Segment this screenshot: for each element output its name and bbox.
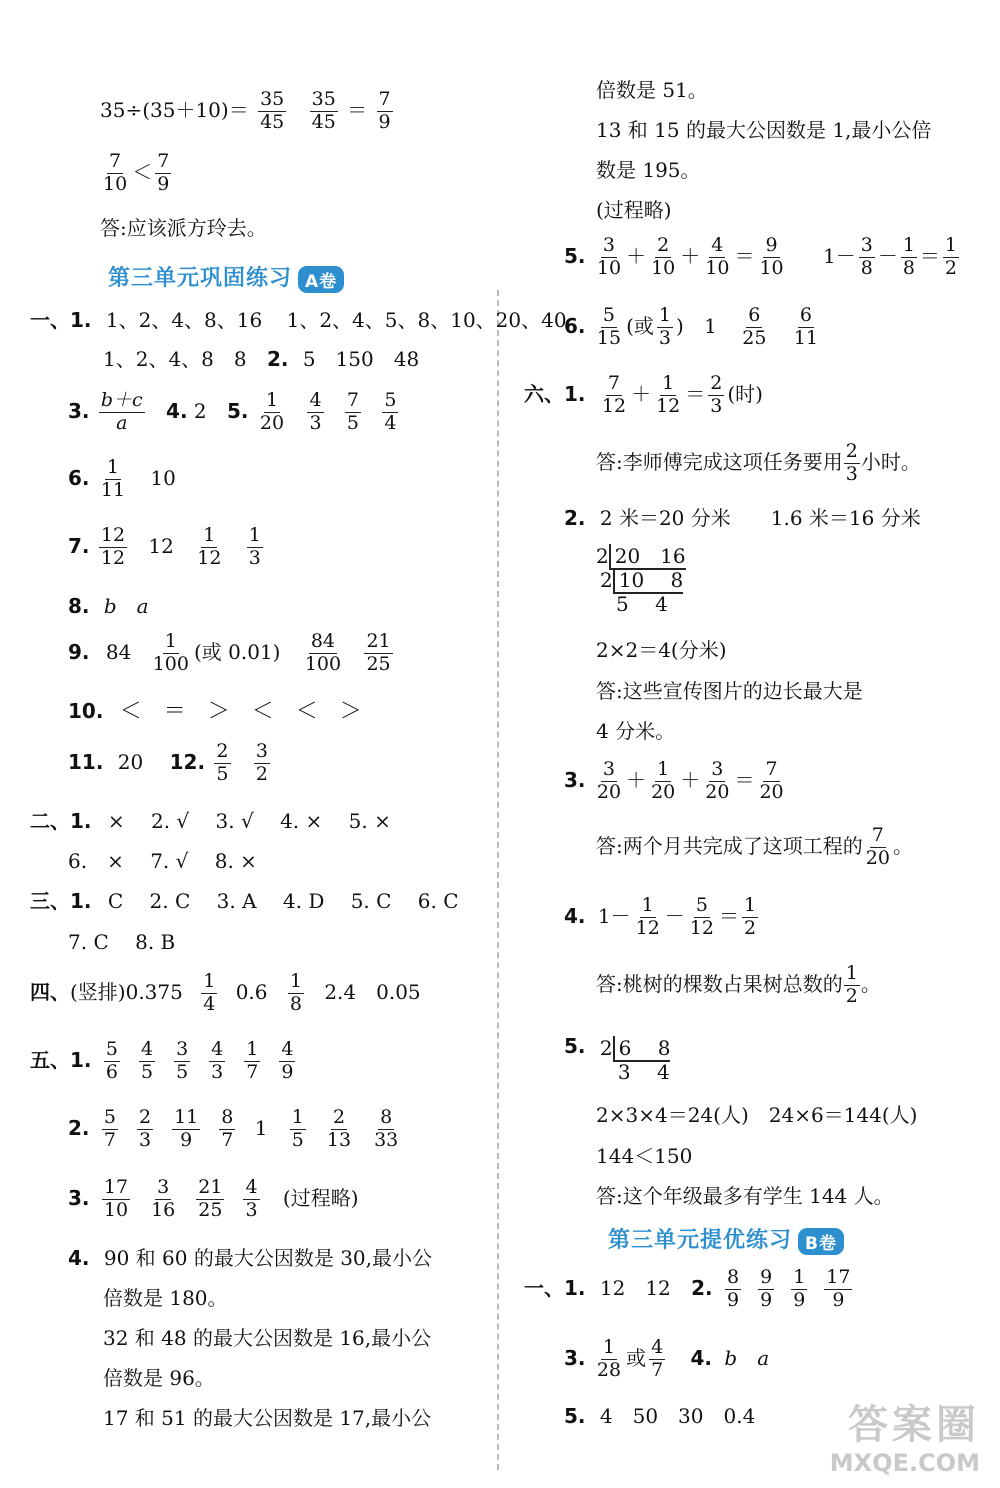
r16-row: 答:桃树的棵数占果树总数的 $\frac{1}{2}$ 。 (596, 962, 881, 1007)
q8-row: 8. b a (68, 594, 149, 618)
r9-row: 2. 2 米＝20 分米 1.6 米＝16 分米 (564, 506, 921, 530)
short-division-ladder: 2 20 16 2 10 8 5 4 (596, 544, 686, 616)
s5-row3: 3. $\frac{17}{10}$ $\frac{3}{16}$ $\frac{21}{25}$ $\frac{4}{3}$ (过程略) (68, 1176, 359, 1221)
fraction: $\frac{11}{9}$ (174, 1106, 199, 1151)
fraction: $\frac{3}{20}$ (596, 758, 622, 803)
fraction: $\frac{4}{9}$ (281, 1038, 294, 1083)
s5-4-line2: 倍数是 180。 (103, 1286, 228, 1310)
fraction: $\frac{21}{25}$ (198, 1176, 223, 1221)
r13-row: 3. $\frac{3}{20}$ ＋ $\frac{1}{20}$ ＋ $\frac{3}{20}$ ＝ $\frac{7}{20}$ (564, 760, 789, 803)
s5-4-line4: 倍数是 96。 (103, 1366, 215, 1390)
fraction: $\frac{8}{9}$ (727, 1266, 740, 1311)
fraction: $\frac{1}{2}$ (743, 894, 757, 939)
r11-row: 答:这些宣传图片的边长最大是 (596, 679, 863, 703)
fraction-equation: $\frac{3}{10}$ ＋ $\frac{2}{10}$ ＋ $\frac{4}{10}$ ＝ $\frac{9}{10}$ (596, 234, 784, 279)
s3-row2: 7. C 8. B (68, 930, 176, 954)
r12-row: 4 分米。 (596, 719, 676, 743)
q10-row: 10. ＜ ＝ ＞ ＜ ＜ ＞ (68, 699, 362, 724)
fraction: $\frac{3}{5}$ (176, 1038, 189, 1083)
s2-row2: 6. × 7. √ 8. × (68, 849, 257, 873)
q11-12-row: 11. 20 12. $\frac{2}{5}$ $\frac{3}{2}$ (68, 740, 268, 785)
r20-row: 答:这个年级最多有学生 144 人。 (596, 1184, 894, 1208)
fraction: $\frac{17}{9}$ (826, 1266, 851, 1311)
b3-row: 3. $\frac{1}{28}$ 或 $\frac{4}{7}$ 4. b a (564, 1336, 770, 1381)
r-line4: (过程略) (596, 198, 672, 222)
s5-4-line1: 4. 90 和 60 的最大公因数是 30,最小公 (68, 1246, 433, 1270)
b5-row: 5. 4 50 30 0.4 (564, 1404, 756, 1428)
fraction: $\frac{1}{5}$ (291, 1106, 304, 1151)
fraction: $\frac{1}{20}$ (651, 758, 676, 803)
fraction-equation: $\frac{3}{8}$ － $\frac{1}{8}$ ＝ $\frac{1}{2}$ (860, 234, 957, 279)
fraction: $\frac{17}{10}$ (103, 1176, 129, 1221)
fraction: $\frac{4}{3}$ (211, 1038, 224, 1083)
fraction: $\frac{9}{9}$ (760, 1266, 773, 1311)
r7-row: 六、1. $\frac{7}{12}$ ＋ $\frac{1}{12}$ ＝ $\frac{2}{3}$ (时) (524, 372, 763, 417)
fraction: $\frac{4}{3}$ (245, 1176, 258, 1221)
r15-row: 4. 1－ $\frac{1}{12}$ － $\frac{5}{12}$ ＝ $\frac{1}{2}$ (564, 896, 761, 939)
r14-row: 答:两个月共完成了这项工程的 $\frac{7}{20}$ 。 (596, 824, 913, 869)
s4-row: 四、(竖排)0.375 $\frac{1}{4}$ 0.6 $\frac{1}{8}$ 2.4 0.05 (30, 970, 421, 1015)
fraction: $\frac{1}{2}$ (944, 234, 957, 279)
fraction: $\frac{5}{12}$ (689, 894, 714, 939)
r17-row: 5. 2 6 8 3 4 (564, 1034, 671, 1084)
q7-row: 7. $\frac{12}{12}$ 12 $\frac{1}{12}$ $\frac{1}{3}$ (68, 524, 261, 569)
fraction: $\frac{3}{16}$ (151, 1176, 176, 1221)
section-header-a: 第三单元巩固练习 A卷 (108, 261, 344, 293)
column-divider (497, 290, 499, 1470)
s5-row1: 五、1. $\frac{5}{6}$ $\frac{4}{5}$ $\frac{3}{5}$ $\frac{4}{3}$ $\frac{1}{7}$ $\frac{4}{9}$ (30, 1040, 298, 1083)
r-line1: 倍数是 51。 (596, 78, 708, 102)
r6-row: 6. $\frac{5}{15}$ (或 $\frac{1}{3}$ ) 1 $\frac{6}{25}$ $\frac{6}{11}$ (564, 304, 818, 349)
section-header-b: 第三单元提优练习 B卷 (608, 1223, 844, 1255)
fraction: $\frac{1}{12}$ (635, 894, 660, 939)
r19-row: 144＜150 (596, 1144, 693, 1168)
r-line3: 数是 195。 (596, 158, 701, 182)
fraction: $\frac{9}{10}$ (759, 234, 784, 279)
line-compare: $\frac{7}{10}$ ＜ $\frac{7}{9}$ (103, 150, 170, 195)
fraction: $\frac{8}{7}$ (221, 1106, 234, 1151)
r8-row: 答:李师傅完成这项任务要用 $\frac{2}{3}$ 小时。 (596, 440, 921, 485)
fraction: $\frac{3}{20}$ (705, 758, 730, 803)
fraction-list (719, 1266, 855, 1311)
line-division: 35÷(35＋10)＝ $\frac{35}{45}$ $\frac{35}{45}$ ＝ $\frac{7}{9}$ (100, 88, 391, 133)
fraction: $\frac{2}{3}$ (138, 1106, 152, 1151)
fraction: $\frac{1}{9}$ (793, 1266, 806, 1311)
s1-row1: 一、1. 1、2、4、8、16 1、2、4、5、8、10、20、40 (30, 308, 567, 332)
fraction-list (96, 1106, 238, 1151)
short-division-ladder: 2 6 8 3 4 (599, 1036, 671, 1084)
s5-row2: 2. $\frac{5}{7}$ $\frac{2}{3}$ $\frac{11}{9}$ $\frac{8}{7}$ 1 $\frac{1}{5}$ $\frac{2}{13}$ $\frac{8}{33}$ (68, 1108, 403, 1151)
fraction: $\frac{4}{10}$ (705, 234, 730, 279)
s5-4-line3: 32 和 48 的最大公因数是 16,最小公 (103, 1326, 432, 1350)
s2-row1: 二、1. × 2. √ 3. √ 4. × 5. × (30, 809, 391, 833)
fraction: $\frac{7}{9}$ (378, 88, 391, 133)
b1-row: 一、1. 12 12 2. $\frac{8}{9}$ $\frac{9}{9}$ $\frac{1}{9}$ $\frac{17}{9}$ (524, 1268, 855, 1311)
r10-row: 2×2＝4(分米) (596, 638, 727, 662)
badge-b: B卷 (798, 1228, 844, 1255)
fraction: $\frac{35}{45}$ (311, 88, 336, 133)
fraction: $\frac{5}{7}$ (103, 1106, 116, 1151)
fraction: $\frac{7}{20}$ (759, 758, 784, 803)
fraction: $\frac{5}{6}$ (105, 1038, 118, 1083)
fraction: $\frac{4}{5}$ (140, 1038, 154, 1083)
fraction-list (284, 1106, 403, 1151)
s1-row2: 1、2、4、8 8 2. 5 150 48 (103, 347, 420, 371)
q3-q5-row: 3. $\frac{b+c}{a}$ 4. 2 5. $\frac{1}{20}$ $\frac{4}{3}$ $\frac{7}{5}$ $\frac{5}{4}$ (68, 389, 397, 434)
answer-line: 答:应该派方玲去。 (100, 216, 267, 240)
badge-a: A卷 (298, 266, 344, 293)
fraction: $\frac{3}{10}$ (596, 234, 622, 279)
fraction: $\frac{2}{10}$ (651, 234, 676, 279)
r-line2: 13 和 15 的最大公因数是 1,最小公倍 (596, 118, 932, 142)
q6-row: 6. $\frac{1}{11}$ 10 (68, 456, 176, 501)
fraction: $\frac{3}{8}$ (860, 234, 873, 279)
watermark: 答案圈 MXQE.COM (829, 1402, 980, 1478)
fraction: $\frac{2}{13}$ (326, 1106, 352, 1151)
fraction: $\frac{35}{45}$ (260, 88, 285, 133)
fraction: $\frac{8}{33}$ (374, 1106, 399, 1151)
fraction-equation: $\frac{3}{20}$ ＋ $\frac{1}{20}$ ＋ $\frac{3}{20}$ ＝ $\frac{7}{20}$ (596, 758, 784, 803)
fraction-equation: $\frac{1}{12}$ － $\frac{5}{12}$ ＝ $\frac{1}{2}$ (635, 894, 757, 939)
s3-row1: 三、1. C 2. C 3. A 4. D 5. C 6. C (30, 889, 459, 913)
q9-row: 9. 84 $\frac{1}{100}$ (或 0.01) $\frac{84}{100}$ $\frac{21}{25}$ (68, 630, 391, 675)
fraction: $\frac{1}{7}$ (246, 1038, 259, 1083)
r5-row: 5. $\frac{3}{10}$ ＋ $\frac{2}{10}$ ＋ $\frac{4}{10}$ ＝ $\frac{9}{10}$ 1－ $\frac{3}{8}$ － $\frac{1}{8}$ ＝ $\frac{1}{2}$ (564, 236, 962, 279)
r18-row: 2×3×4＝24(人) 24×6＝144(人) (596, 1103, 918, 1127)
fraction: $\frac{1}{8}$ (902, 234, 915, 279)
s5-4-line5: 17 和 51 的最大公因数是 17,最小公 (103, 1406, 432, 1430)
